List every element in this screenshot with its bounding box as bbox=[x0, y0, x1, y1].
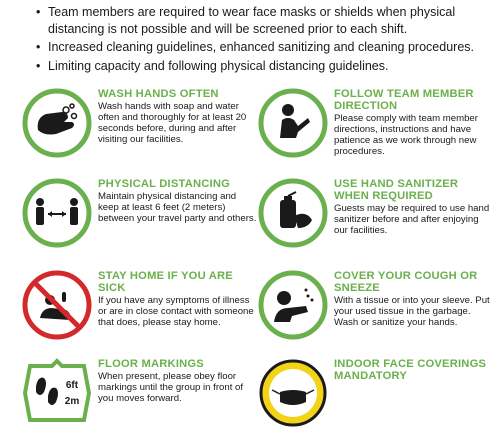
guideline-item: • Team members are required to wear face masks or shields when physical distancing is not possible and will be screened prior to each shift. bbox=[36, 4, 476, 37]
team-member-icon bbox=[258, 88, 328, 158]
cover-cough-icon bbox=[258, 270, 328, 340]
guideline-item: • Increased cleaning guidelines, enhanced sanitizing and cleaning procedures. bbox=[36, 39, 476, 56]
card-cover-cough bbox=[258, 270, 494, 350]
card-title: USE HAND SANITIZER WHEN REQUIRED bbox=[334, 178, 459, 202]
card-stay-home bbox=[22, 270, 258, 350]
card-title: FOLLOW TEAM MEMBER DIRECTION bbox=[334, 88, 474, 112]
card-title: FLOOR MARKINGS bbox=[98, 358, 204, 370]
card-sanitizer bbox=[258, 178, 494, 258]
card-body: With a tissue or into your sleeve. Put your used tissue in the garbage. Wash or sanitize your hands. bbox=[334, 295, 490, 328]
card-floor-markings bbox=[22, 358, 258, 438]
card-follow-team bbox=[258, 88, 494, 168]
card-title: INDOOR FACE COVERINGS MANDATORY bbox=[334, 358, 487, 382]
wash-hands-icon bbox=[22, 88, 92, 158]
face-mask-icon bbox=[258, 358, 328, 428]
hand-sanitizer-icon bbox=[258, 178, 328, 248]
card-face-coverings bbox=[258, 358, 494, 438]
card-wash-hands bbox=[22, 88, 258, 168]
badge-bottom-text: 2m bbox=[64, 396, 80, 407]
physical-distancing-icon bbox=[22, 178, 92, 248]
card-body: Guests may be required to use hand sanitizer before and after enjoying our facilities. bbox=[334, 203, 490, 236]
stay-home-sick-icon bbox=[22, 270, 92, 340]
guideline-item: • Limiting capacity and following physical distancing guidelines. bbox=[36, 58, 476, 75]
card-body: Wash hands with soap and water often and thoroughly for at least 20 seconds before, during and after visiting our facilities. bbox=[98, 101, 247, 145]
card-body: When present, please obey floor markings until the group in front of you moves forward. bbox=[98, 371, 244, 404]
card-title: STAY HOME IF YOU ARE SICK bbox=[98, 270, 233, 294]
card-title: PHYSICAL DISTANCING bbox=[98, 178, 231, 190]
card-title: COVER YOUR COUGH OR SNEEZE bbox=[334, 270, 478, 294]
badge-top-text: 6ft bbox=[65, 380, 79, 391]
guidelines-list bbox=[36, 4, 476, 76]
card-distancing bbox=[22, 178, 258, 258]
card-body: Maintain physical distancing and keep at least 6 feet (2 meters) between your travel party and others. bbox=[98, 191, 257, 224]
card-body: Please comply with team member directions, instructions and have patience as we work through new procedures. bbox=[334, 113, 478, 157]
floor-markings-icon bbox=[22, 358, 92, 428]
card-title: WASH HANDS OFTEN bbox=[98, 88, 219, 100]
card-body: If you have any symptoms of illness or are in close contact with someone that does, please stay home. bbox=[98, 295, 254, 328]
